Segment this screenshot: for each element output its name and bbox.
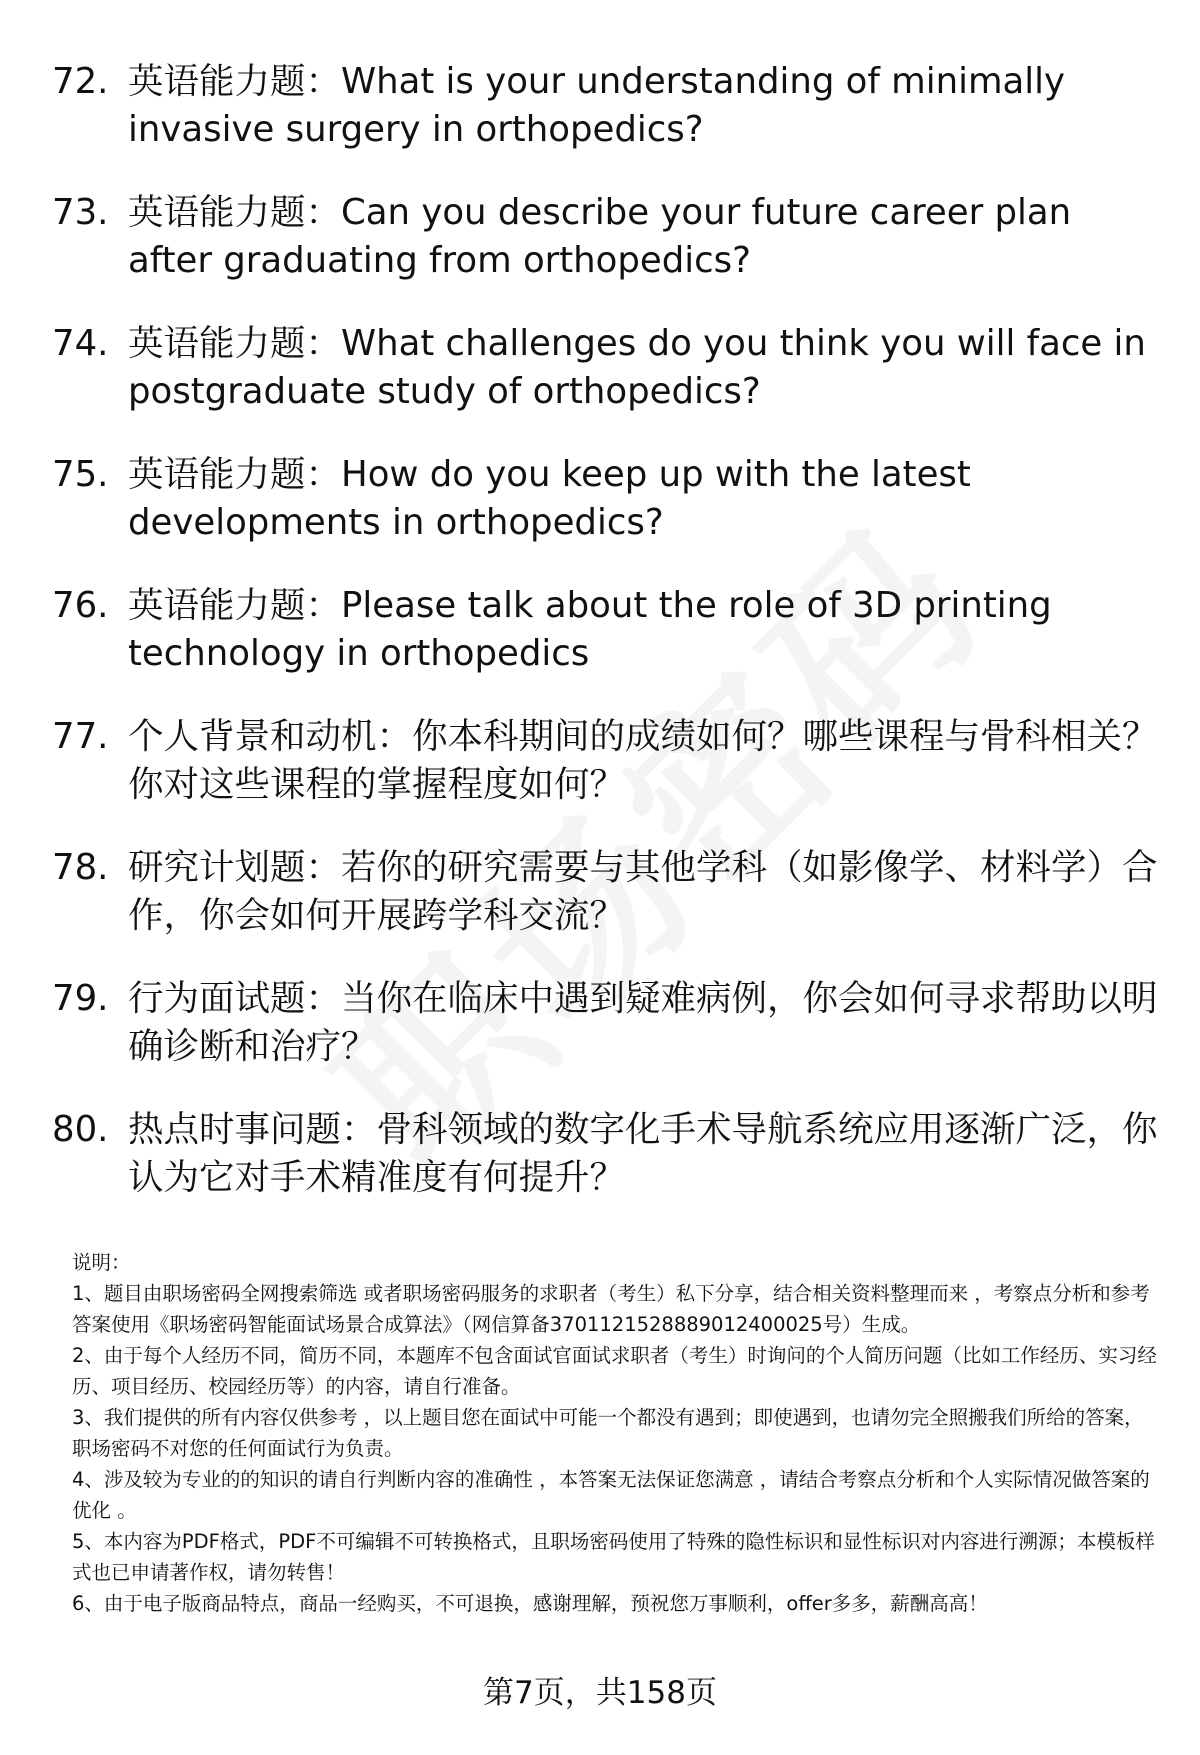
note-item: 4、涉及较为专业的的知识的请自行判断内容的准确性 ，本答案无法保证您满意 ，请结合考察点分析和个人实际情况做答案的优化 。 xyxy=(72,1468,1150,1522)
question-list xyxy=(52,58,1162,1237)
note-item: 2、由于每个人经历不同，简历不同，本题库不包含面试官面试求职者（考生）时询问的个人简历问题（比如工作经历、实习经历、项目经历、校园经历等）的内容，请自行准备。 xyxy=(72,1344,1157,1398)
question-text: 英语能力题：Can you describe your future career plan after graduating from orthopedics? xyxy=(128,192,1072,281)
question-text: 热点时事问题：骨科领域的数字化手术导航系统应用逐渐广泛，你认为它对手术精准度有何提升？ xyxy=(128,1109,1158,1198)
question-number: 77. xyxy=(52,716,109,757)
question-number: 78. xyxy=(52,847,109,888)
question-text: 英语能力题：How do you keep up with the latest developments in orthopedics? xyxy=(128,454,971,543)
notes-title: 说明： xyxy=(72,1251,131,1274)
note-item: 6、由于电子版商品特点，商品一经购买，不可退换，感谢理解，预祝您万事顺利，offer多多，薪酬高高！ xyxy=(72,1592,988,1615)
question-item xyxy=(52,582,1162,678)
question-item xyxy=(52,713,1162,809)
question-item xyxy=(52,844,1162,940)
question-item xyxy=(52,189,1162,285)
question-number: 80. xyxy=(52,1109,109,1150)
question-number: 72. xyxy=(52,61,109,102)
question-text: 英语能力题：Please talk about the role of 3D printing technology in orthopedics xyxy=(128,585,1052,674)
page-footer: 第7页，共158页 xyxy=(483,1675,717,1711)
note-item: 3、我们提供的所有内容仅供参考 ，以上题目您在面试中可能一个都没有遇到；即使遇到，也请勿完全照搬我们所给的答案，职场密码不对您的任何面试行为负责。 xyxy=(72,1406,1144,1460)
question-text: 英语能力题：What challenges do you think you will face in postgraduate study of orthopedics? xyxy=(128,323,1146,412)
question-text: 行为面试题：当你在临床中遇到疑难病例，你会如何寻求帮助以明确诊断和治疗？ xyxy=(128,978,1158,1067)
question-number: 75. xyxy=(52,454,109,495)
question-number: 73. xyxy=(52,192,109,233)
question-item xyxy=(52,58,1162,154)
note-item: 5、本内容为PDF格式，PDF不可编辑不可转换格式，且职场密码使用了特殊的隐性标识和显性标识对内容进行溯源；本模板样式也已申请著作权，请勿转售！ xyxy=(72,1530,1155,1584)
question-number: 76. xyxy=(52,585,109,626)
question-item xyxy=(52,320,1162,416)
note-item: 1、题目由职场密码全网搜索筛选 或者职场密码服务的求职者（考生）私下分享，结合相关资料整理而来 ，考察点分析和参考答案使用《职场密码智能面试场景合成算法》（网信算备3701121528889012400025号）生成。 xyxy=(72,1282,1150,1336)
question-item xyxy=(52,451,1162,547)
question-item xyxy=(52,1106,1162,1202)
question-number: 74. xyxy=(52,323,109,364)
question-text: 研究计划题：若你的研究需要与其他学科（如影像学、材料学）合作，你会如何开展跨学科交流？ xyxy=(128,847,1158,936)
question-number: 79. xyxy=(52,978,109,1019)
question-text: 英语能力题：What is your understanding of minimally invasive surgery in orthopedics? xyxy=(128,61,1066,150)
question-text: 个人背景和动机：你本科期间的成绩如何？哪些课程与骨科相关？你对这些课程的掌握程度如何？ xyxy=(128,716,1158,805)
question-item xyxy=(52,975,1162,1071)
notes-section xyxy=(72,1247,1162,1619)
